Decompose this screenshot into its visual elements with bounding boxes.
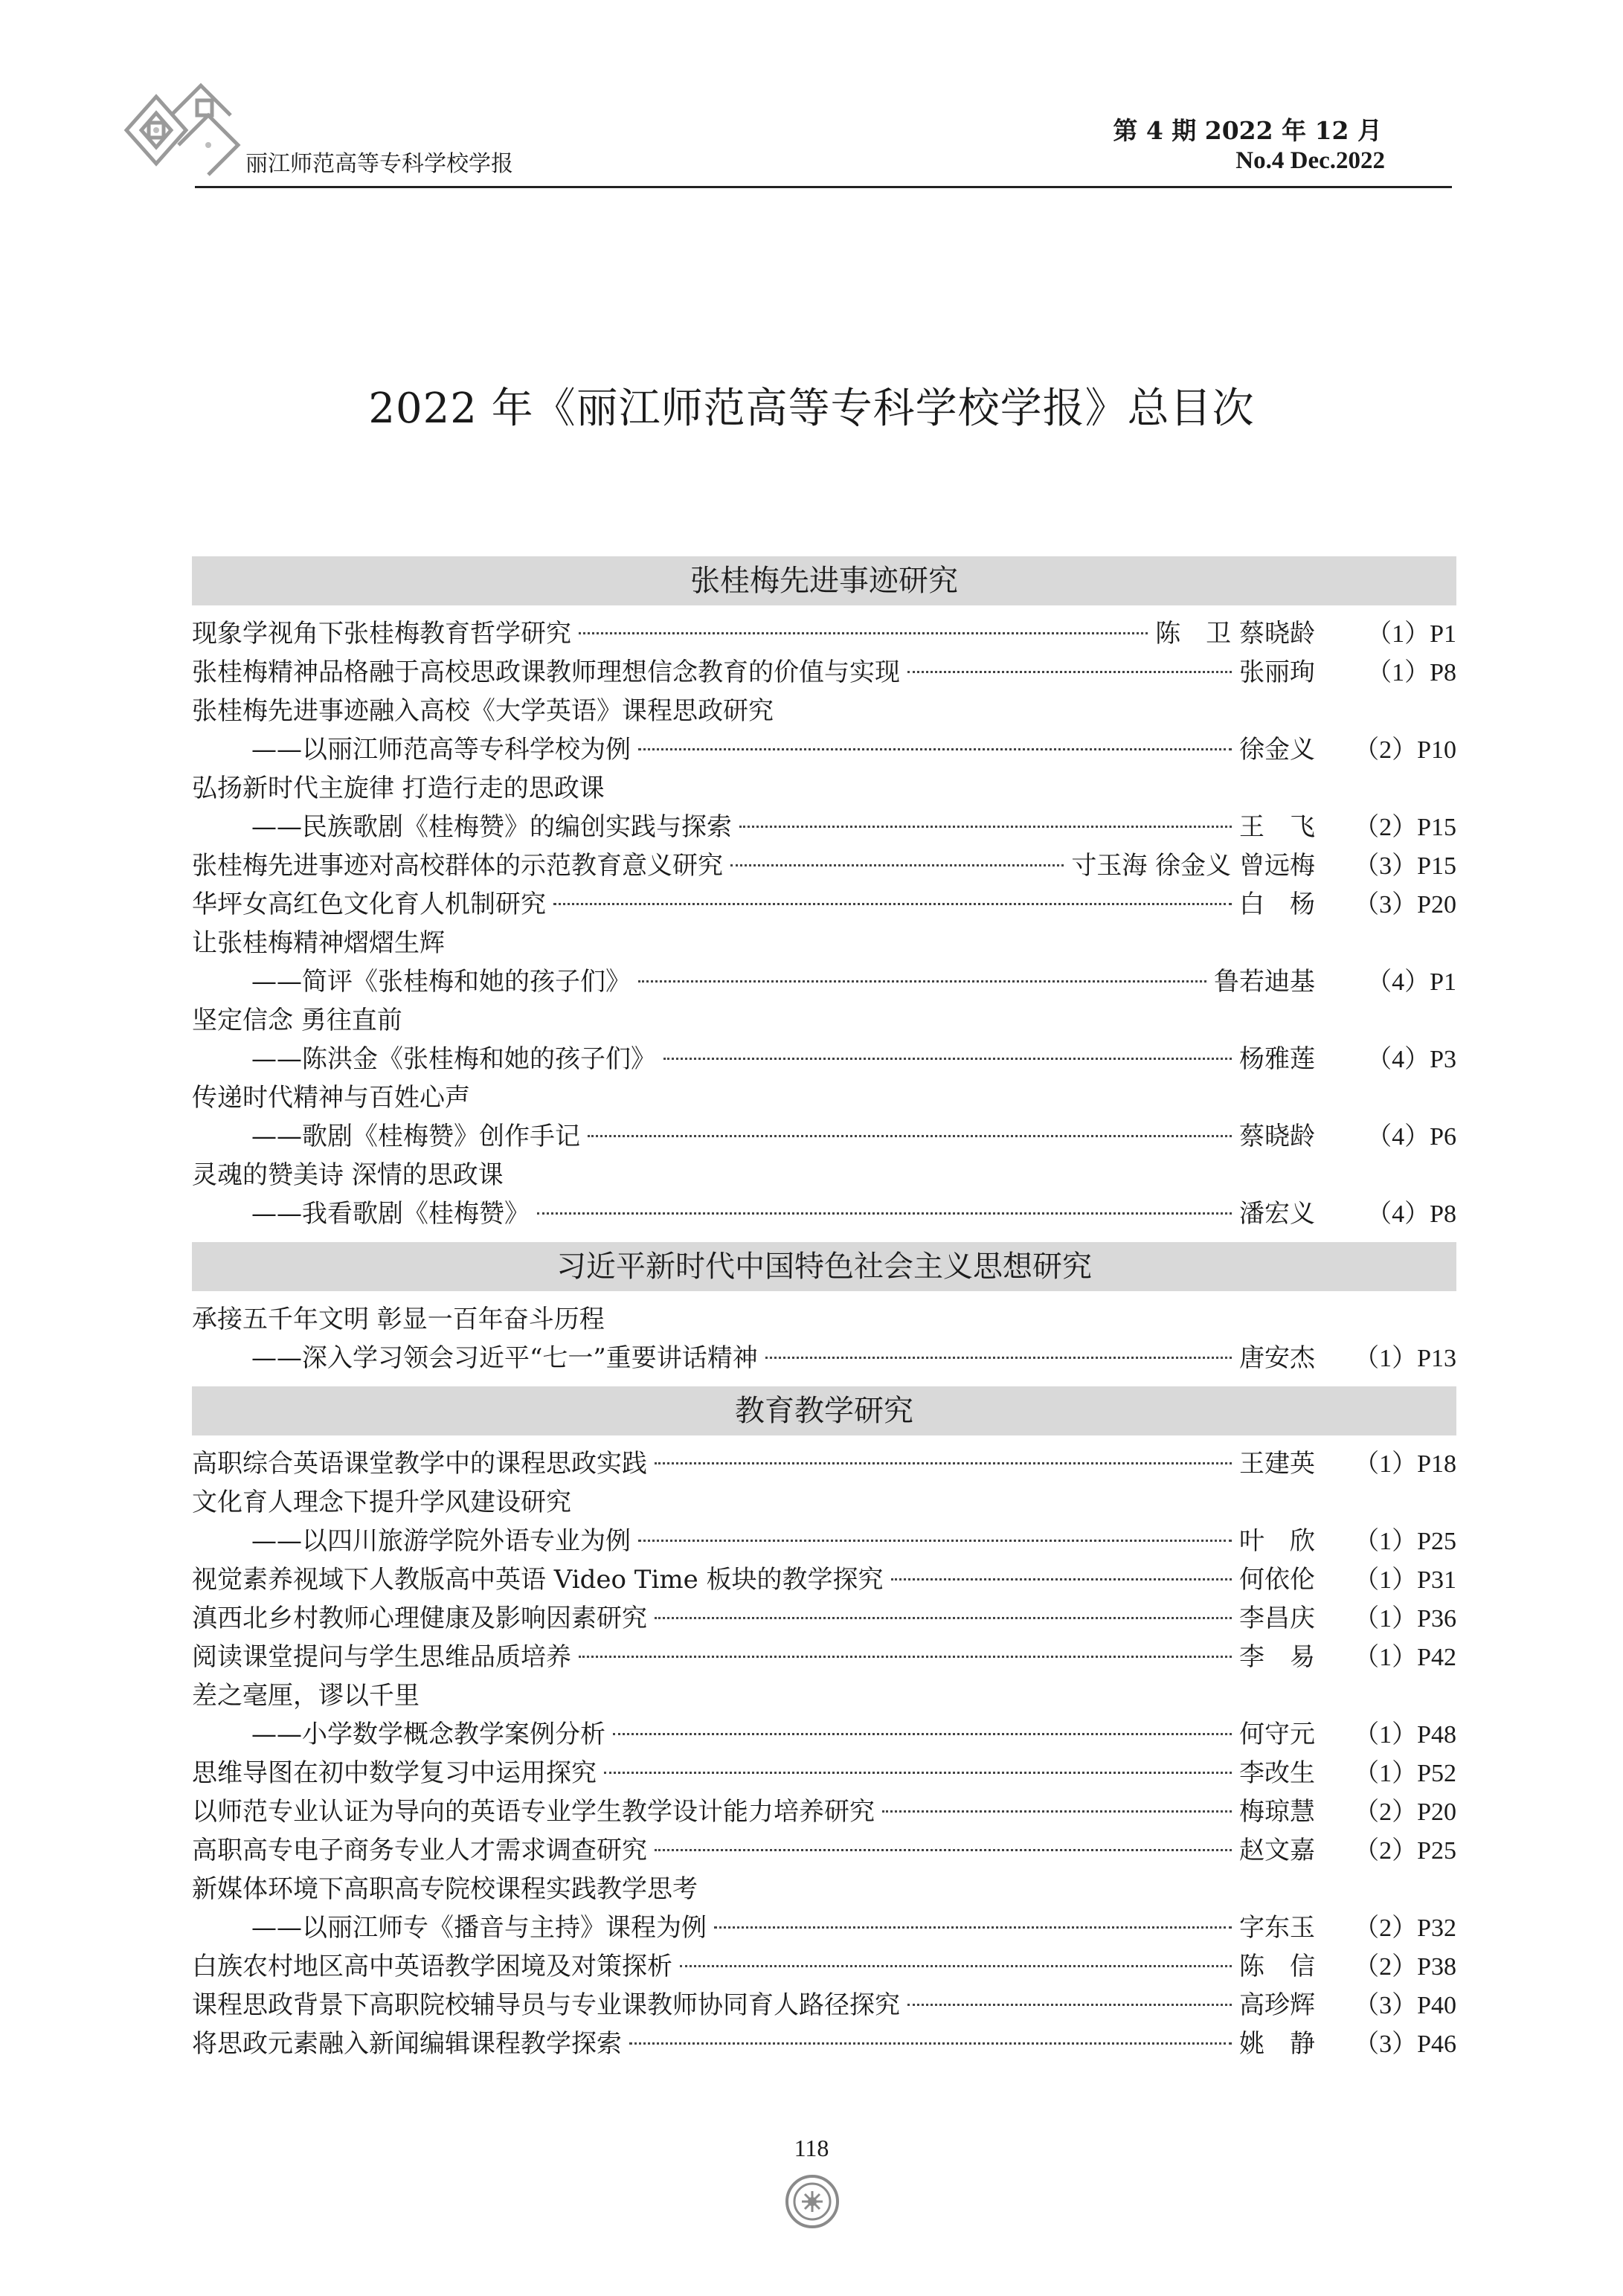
entry-page: （4）P6 <box>1366 1123 1456 1151</box>
entry-subtitle: ——以丽江师范高等专科学校为例 <box>251 735 631 765</box>
entry-title: 以师范专业认证为导向的英语专业学生教学设计能力培养研究 <box>192 1797 875 1827</box>
entry-title: 高职综合英语课堂教学中的课程思政实践 <box>192 1449 647 1479</box>
entry-title: 张桂梅先进事迹对高校群体的示范教育意义研究 <box>192 851 723 881</box>
entry-title[interactable]: 让张桂梅精神熠熠生辉 <box>192 928 445 958</box>
entry-subtitle: ——我看歌剧《桂梅赞》 <box>251 1199 530 1229</box>
dot-leader <box>907 671 1232 673</box>
toc-entry[interactable] <box>192 1947 1456 1986</box>
entry-subtitle: ——简评《张桂梅和她的孩子们》 <box>251 967 631 997</box>
toc-entry[interactable] <box>192 730 1456 769</box>
entry-page: （2）P38 <box>1354 1953 1456 1981</box>
header-rule <box>195 186 1452 188</box>
toc-entry[interactable] <box>192 962 1456 1001</box>
entry-author: 赵文嘉 <box>1239 1836 1315 1865</box>
entry-author: 李改生 <box>1239 1758 1315 1788</box>
entry-subtitle: ——小学数学概念教学案例分析 <box>251 1720 605 1749</box>
dot-leader <box>604 1772 1232 1774</box>
entry-title[interactable]: 灵魂的赞美诗 深情的思政课 <box>192 1160 504 1190</box>
entry-author: 李昌庆 <box>1239 1604 1315 1633</box>
entry-author: 姚 静 <box>1239 2029 1315 2059</box>
entry-author: 李 易 <box>1239 1642 1315 1672</box>
entry-author: 白 杨 <box>1239 890 1315 919</box>
entry-subtitle: ——深入学习领会习近平“七一”重要讲话精神 <box>251 1343 758 1373</box>
dot-leader <box>882 1810 1232 1813</box>
entry-page: （1）P8 <box>1366 659 1456 686</box>
dot-leader <box>638 748 1232 750</box>
toc-entry[interactable] <box>192 1715 1456 1754</box>
entry-title: 阅读课堂提问与学生思维品质培养 <box>192 1642 571 1672</box>
toc-entry[interactable] <box>192 885 1456 924</box>
toc-entry[interactable] <box>192 1522 1456 1560</box>
entry-title: 现象学视角下张桂梅教育哲学研究 <box>192 619 571 649</box>
dot-leader <box>655 1617 1232 1619</box>
dot-leader <box>730 864 1064 866</box>
entry-page: （1）P1 <box>1366 620 1456 648</box>
dot-leader <box>579 1656 1232 1658</box>
entry-page: （1）P18 <box>1354 1450 1456 1478</box>
entry-author: 潘宏义 <box>1239 1199 1315 1229</box>
section-heading: 教育教学研究 <box>192 1386 1456 1435</box>
entry-subtitle: ——陈洪金《张桂梅和她的孩子们》 <box>251 1044 656 1074</box>
dot-leader <box>537 1212 1232 1215</box>
toc-entry[interactable] <box>192 1560 1456 1599</box>
toc-entry[interactable] <box>192 1194 1456 1233</box>
entry-title: 张桂梅精神品格融于高校思政课教师理想信念教育的价值与实现 <box>192 657 900 687</box>
entry-author: 王 飞 <box>1239 812 1315 842</box>
toc-entry[interactable] <box>192 2025 1456 2063</box>
entry-author: 徐金义 <box>1239 735 1315 765</box>
toc-entry[interactable] <box>192 1444 1456 1483</box>
journal-name: 丽江师范高等专科学校学报 <box>245 151 513 177</box>
entry-title: 课程思政背景下高职院校辅导员与专业课教师协同育人路径探究 <box>192 1990 900 2020</box>
section-heading: 张桂梅先进事迹研究 <box>192 556 1456 605</box>
entry-page: （1）P42 <box>1354 1644 1456 1671</box>
dot-leader <box>629 2042 1232 2045</box>
dot-leader <box>613 1733 1232 1735</box>
section-heading: 习近平新时代中国特色社会主义思想研究 <box>192 1242 1456 1291</box>
entry-subtitle: ——以四川旅游学院外语专业为例 <box>251 1526 631 1556</box>
toc-entry[interactable] <box>192 614 1456 653</box>
entry-page: （2）P32 <box>1354 1914 1456 1942</box>
dot-leader <box>663 1058 1232 1060</box>
entry-author: 鲁若迪基 <box>1214 967 1315 997</box>
entry-page: （3）P46 <box>1354 2030 1456 2058</box>
entry-page: （1）P36 <box>1354 1605 1456 1633</box>
entry-page: （2）P10 <box>1354 736 1456 764</box>
entry-author: 叶 欣 <box>1239 1526 1315 1556</box>
dot-leader <box>714 1926 1232 1929</box>
entry-author: 陈 卫 蔡晓龄 <box>1155 619 1315 649</box>
dot-leader <box>907 2004 1232 2006</box>
entry-subtitle: ——民族歌剧《桂梅赞》的编创实践与探索 <box>251 812 732 842</box>
entry-author: 字东玉 <box>1239 1913 1315 1943</box>
toc-entry[interactable] <box>192 808 1456 846</box>
entry-page: （2）P25 <box>1354 1837 1456 1865</box>
entry-title: 滇西北乡村教师心理健康及影响因素研究 <box>192 1604 647 1633</box>
toc-entry[interactable] <box>192 1831 1456 1870</box>
entry-page: （3）P40 <box>1354 1992 1456 2019</box>
entry-author: 陈 信 <box>1239 1952 1315 1981</box>
entry-subtitle: ——以丽江师专《播音与主持》课程为例 <box>251 1913 707 1943</box>
entry-page: （2）P20 <box>1354 1798 1456 1826</box>
toc-entry[interactable] <box>192 1339 1456 1377</box>
page-title: 2022 年《丽江师范高等专科学校学报》总目次 <box>368 385 1255 433</box>
toc-entry[interactable] <box>192 1986 1456 2025</box>
entry-title: 视觉素养视域下人教版高中英语 Video Time 板块的教学探究 <box>192 1565 884 1595</box>
entry-page: （4）P3 <box>1366 1046 1456 1073</box>
entry-page: （1）P52 <box>1354 1760 1456 1787</box>
dot-leader <box>588 1135 1232 1137</box>
entry-title: 高职高专电子商务专业人才需求调查研究 <box>192 1836 647 1865</box>
entry-title[interactable]: 承接五千年文明 彰显一百年奋斗历程 <box>192 1305 605 1334</box>
section-gap <box>192 2063 1456 2072</box>
dot-leader <box>579 632 1148 634</box>
dot-leader <box>765 1357 1232 1359</box>
entry-title[interactable]: 文化育人理念下提升学风建设研究 <box>192 1488 571 1517</box>
entry-page: （1）P48 <box>1354 1721 1456 1749</box>
toc-entry[interactable] <box>192 1638 1456 1676</box>
entry-author: 张丽珣 <box>1239 657 1315 687</box>
dot-leader <box>638 1540 1232 1542</box>
entry-subtitle: ——歌剧《桂梅赞》创作手记 <box>251 1122 580 1151</box>
entry-title[interactable]: 弘扬新时代主旋律 打造行走的思政课 <box>192 774 605 803</box>
dot-leader <box>655 1849 1232 1851</box>
entry-author: 高珍辉 <box>1239 1990 1315 2020</box>
toc-entry[interactable] <box>192 1117 1456 1156</box>
dot-leader <box>553 903 1232 905</box>
page-number: 118 <box>794 2135 829 2161</box>
entry-author: 杨雅莲 <box>1239 1044 1315 1074</box>
dot-leader <box>680 1965 1232 1967</box>
entry-page: （1）P13 <box>1354 1345 1456 1372</box>
ornament-emblem-icon <box>782 2172 842 2231</box>
toc-entry[interactable] <box>192 1040 1456 1078</box>
section-gap <box>192 1377 1456 1386</box>
entry-author: 寸玉海 徐金义 曾远梅 <box>1071 851 1315 881</box>
entry-page: （3）P15 <box>1354 852 1456 880</box>
entry-title: 将思政元素融入新闻编辑课程教学探索 <box>192 2029 622 2059</box>
table-of-contents <box>192 556 1456 2072</box>
toc-entry[interactable] <box>192 1754 1456 1792</box>
dot-leader <box>891 1578 1232 1580</box>
toc-entry[interactable] <box>192 1599 1456 1638</box>
entry-title[interactable]: 传递时代精神与百姓心声 <box>192 1083 470 1113</box>
issue-cn: 第 4 期 2022 年 12 月 <box>1113 116 1382 145</box>
entry-page: （2）P15 <box>1354 814 1456 841</box>
entry-page: （3）P20 <box>1354 891 1456 919</box>
toc-entry[interactable] <box>192 1908 1456 1947</box>
entry-author: 梅琼慧 <box>1239 1797 1315 1827</box>
entry-author: 蔡晓龄 <box>1239 1122 1315 1151</box>
entry-author: 何依伦 <box>1239 1565 1315 1595</box>
entry-title: 思维导图在初中数学复习中运用探究 <box>192 1758 597 1788</box>
entry-author: 何守元 <box>1239 1720 1315 1749</box>
issue-en: No.4 Dec.2022 <box>1235 147 1385 174</box>
journal-logo-icon <box>112 71 249 190</box>
entry-title[interactable]: 新媒体环境下高职高专院校课程实践教学思考 <box>192 1874 698 1904</box>
toc-entry[interactable] <box>192 1792 1456 1831</box>
entry-page: （1）P31 <box>1354 1566 1456 1594</box>
entry-page: （4）P1 <box>1366 968 1456 996</box>
entry-title[interactable]: 坚定信念 勇往直前 <box>192 1006 402 1035</box>
entry-title[interactable]: 差之毫厘，谬以千里 <box>192 1681 420 1711</box>
toc-entry[interactable] <box>192 653 1456 692</box>
entry-author: 王建英 <box>1239 1449 1315 1479</box>
entry-title[interactable]: 张桂梅先进事迹融入高校《大学英语》课程思政研究 <box>192 696 774 726</box>
section-gap <box>192 1233 1456 1242</box>
entry-title: 华坪女高红色文化育人机制研究 <box>192 890 546 919</box>
dot-leader <box>638 980 1206 983</box>
dot-leader <box>739 826 1232 828</box>
entry-title: 白族农村地区高中英语教学困境及对策探析 <box>192 1952 672 1981</box>
toc-entry[interactable] <box>192 846 1456 885</box>
entry-page: （4）P8 <box>1366 1200 1456 1228</box>
entry-page: （1）P25 <box>1354 1528 1456 1555</box>
entry-author: 唐安杰 <box>1239 1343 1315 1373</box>
dot-leader <box>655 1462 1232 1464</box>
